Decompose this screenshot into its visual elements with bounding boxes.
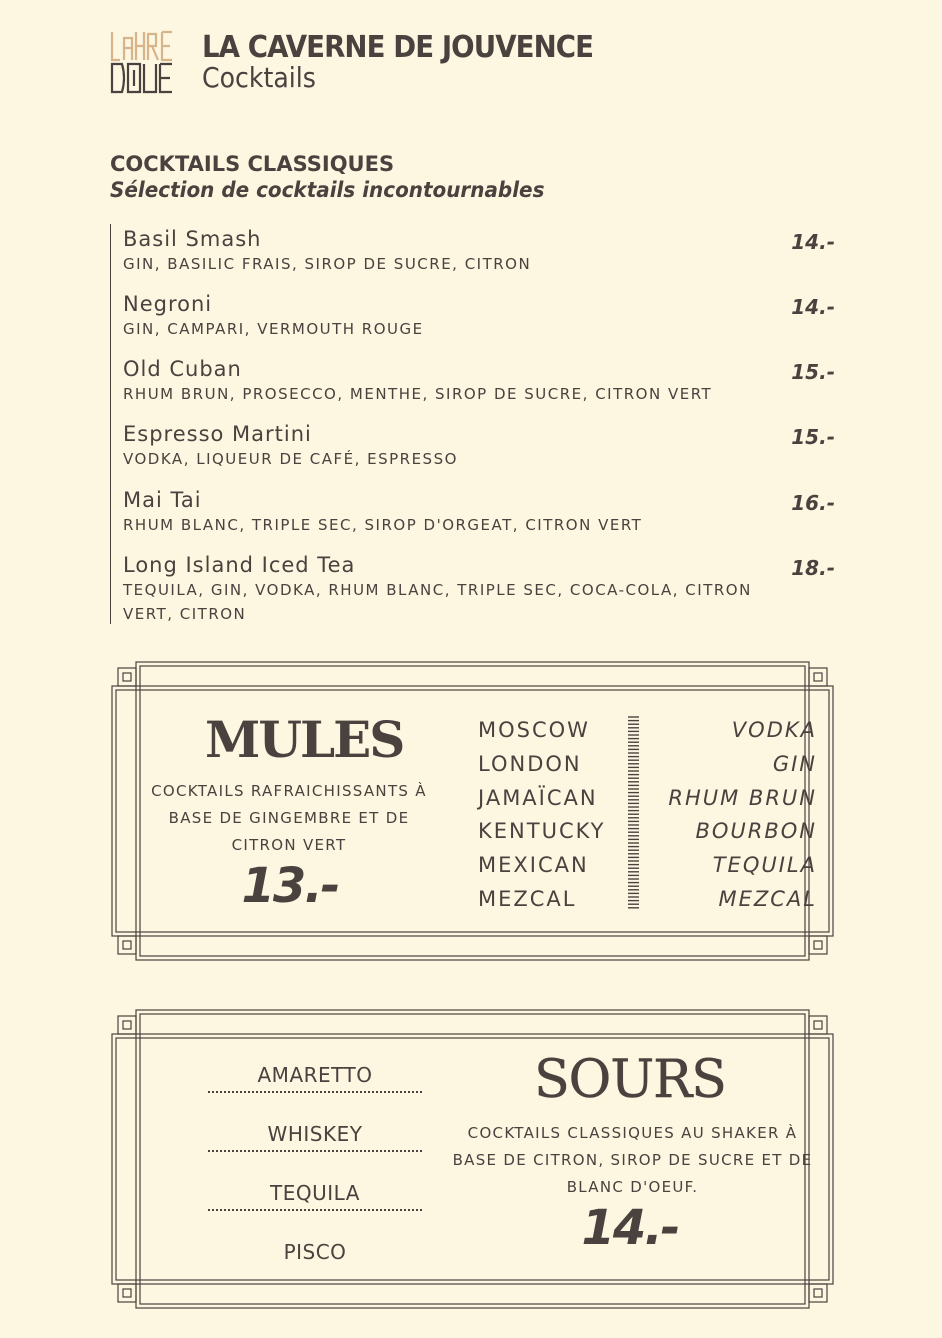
- logo-icon: [110, 30, 174, 94]
- cocktail-name: Mai Tai: [123, 488, 202, 512]
- mule-name: MEZCAL: [478, 886, 577, 911]
- sours-list: [208, 1060, 422, 1265]
- cocktail-name: Espresso Martini: [123, 422, 312, 446]
- brand-text: [202, 32, 627, 92]
- mule-name: JAMAÏCAN: [478, 785, 598, 810]
- classics-title: COCKTAILS CLASSIQUES: [110, 152, 395, 176]
- mule-spirit: MEZCAL: [718, 886, 817, 911]
- sour-item: PISCO: [283, 1240, 347, 1264]
- mule-name: MOSCOW: [478, 718, 590, 742]
- mules-price: 13.-: [241, 858, 339, 914]
- mule-spirit: TEQUILA: [712, 853, 817, 878]
- cocktail-ingredients: TEQUILA, GIN, VODKA, RHUM BLANC, TRIPLE SEC, COCA-COLA, CITRON VERT, CITRON: [123, 581, 752, 623]
- list-item: [123, 552, 835, 626]
- list-item: [123, 226, 835, 276]
- sours-description: COCKTAILS CLASSIQUES AU SHAKER À BASE DE CITRON, SIROP DE SUCRE ET DE BLANC D'OEUF.: [452, 1124, 813, 1196]
- cocktail-price: 14.-: [791, 295, 835, 319]
- cocktail-ingredients: GIN, BASILIC FRAIS, SIROP DE SUCRE, CITRON: [123, 255, 532, 273]
- sour-item: WHISKEY: [267, 1122, 363, 1146]
- mule-spirit: VODKA: [731, 718, 817, 742]
- cocktail-name: Negroni: [123, 292, 213, 316]
- mule-names: [478, 714, 605, 917]
- mules-title: MULES: [205, 710, 404, 769]
- cocktail-price: 14.-: [791, 230, 835, 254]
- list-item: [123, 421, 835, 471]
- mules-description: COCKTAILS RAFRAICHISSANTS À BASE DE GINGEMBRE ET DE CITRON VERT: [151, 782, 427, 854]
- sour-item: AMARETTO: [257, 1063, 373, 1087]
- sour-item: TEQUILA: [270, 1181, 360, 1205]
- list-item: [123, 356, 835, 406]
- cocktail-name: Old Cuban: [123, 357, 242, 381]
- cocktail-price: 15.-: [791, 360, 835, 384]
- brand-title: LA CAVERNE DE JOUVENCE: [202, 30, 594, 65]
- cocktail-name: Long Island Iced Tea: [123, 553, 356, 577]
- cocktail-ingredients: VODKA, LIQUEUR DE CAFÉ, ESPRESSO: [123, 450, 458, 468]
- mule-spirit: BOURBON: [695, 819, 817, 844]
- mule-spirit: GIN: [772, 751, 817, 776]
- list-item: [123, 487, 835, 537]
- mule-name: KENTUCKY: [478, 819, 606, 844]
- dotted-divider: [208, 1209, 422, 1211]
- mule-name: LONDON: [478, 751, 582, 776]
- mule-spirits: [668, 714, 817, 917]
- sours-price: 14.-: [581, 1200, 679, 1256]
- cocktail-ingredients: GIN, CAMPARI, VERMOUTH ROUGE: [123, 320, 424, 338]
- sours-title: SOURS: [534, 1050, 726, 1110]
- cocktail-price: 15.-: [791, 425, 835, 449]
- header: [110, 30, 627, 94]
- ladder-divider: [628, 716, 639, 910]
- mule-name: MEXICAN: [478, 853, 589, 878]
- cocktail-name: Basil Smash: [123, 227, 262, 251]
- dotted-divider: [208, 1091, 422, 1093]
- classics-subtitle: Sélection de cocktails incontournables: [110, 178, 545, 202]
- cocktail-ingredients: RHUM BLANC, TRIPLE SEC, SIROP D'ORGEAT, CITRON VERT: [123, 516, 643, 534]
- list-item: [123, 291, 835, 341]
- cocktail-ingredients: RHUM BRUN, PROSECCO, MENTHE, SIROP DE SUCRE, CITRON VERT: [123, 385, 713, 403]
- sours-section: [110, 1008, 835, 1310]
- cocktail-price: 16.-: [791, 491, 835, 515]
- classics-header: [110, 150, 567, 202]
- mules-section: [110, 660, 835, 962]
- brand-subtitle: Cocktails: [202, 61, 316, 94]
- classics-list: [110, 224, 835, 624]
- dotted-divider: [208, 1150, 422, 1152]
- cocktail-price: 18.-: [791, 556, 835, 580]
- mule-spirit: RHUM BRUN: [668, 785, 817, 810]
